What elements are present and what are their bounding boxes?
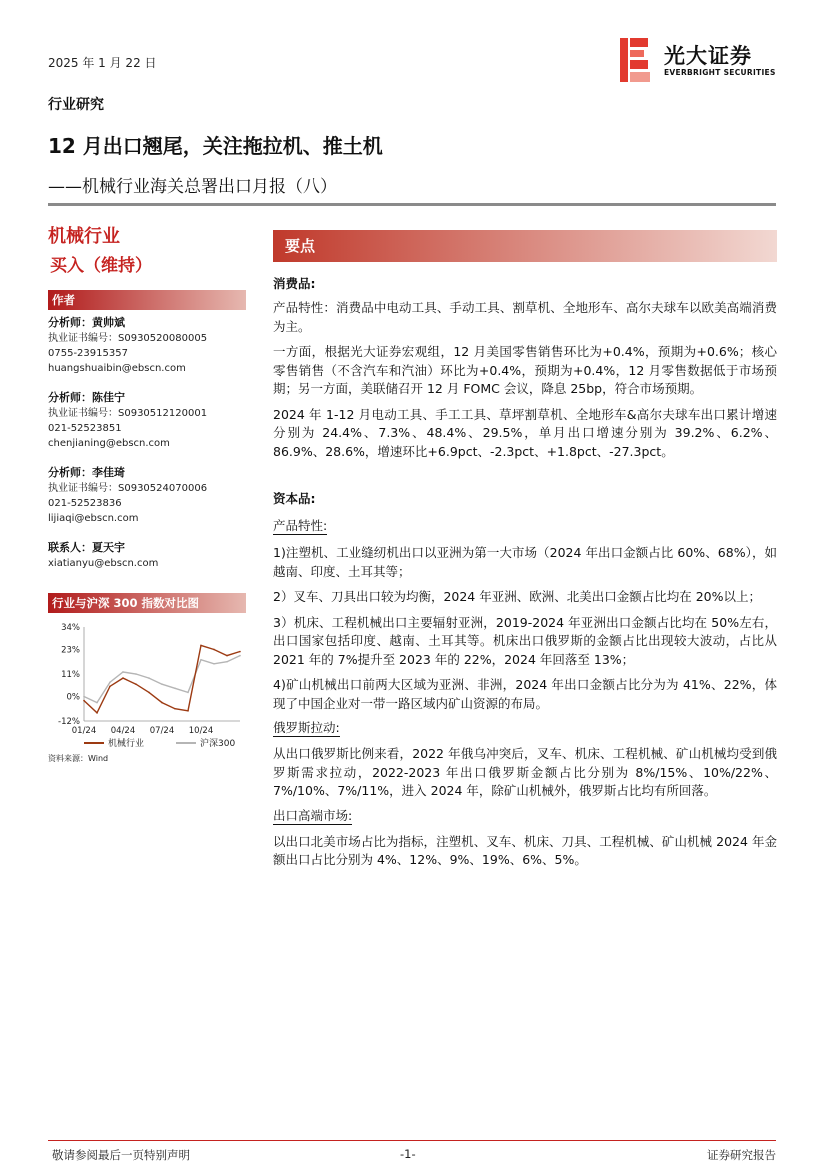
data-point (109, 681, 111, 683)
logo-mark-icon (618, 36, 654, 84)
industry-name: 机械行业 (48, 226, 120, 247)
chart-svg (48, 613, 246, 753)
highend-paragraph: 以出口北美市场占比为指标，注塑机、叉车、机床、刀具、工程机械、矿山机械 2024 年金额出口占比分别为 4%、12%、9%、19%、6%、5%。 (273, 833, 777, 867)
y-tick-label: 23% (61, 645, 80, 656)
analyst-2 (48, 390, 246, 451)
main-content (273, 230, 777, 870)
analyst-cert: 执业证书编号：S0930520080005 (48, 333, 208, 344)
capital-sub-russia: 俄罗斯拉动: (273, 720, 340, 735)
footer-report-type: 证券研究报告 (707, 1148, 776, 1162)
legend-label: 沪深300 (200, 739, 236, 749)
analyst-cert: 执业证书编号：S0930512120001 (48, 408, 208, 419)
consumer-paragraph-2: 一方面，根据光大证券宏观组，12 月美国零售销售环比为+0.4%，预期为+0.6%；核心零售销售（不含汽车和汽油）环比为+0.4%，预期为+0.4%，12 月零售数据低于市场预期；另一方面，美联储召开 12 月 FOMC 会议，降息 25bp，符合市场预期。 (273, 344, 777, 396)
data-point (122, 671, 124, 673)
page-number: -1- (400, 1147, 416, 1161)
rating: 买入（维持） (50, 256, 152, 276)
x-tick-label: 04/24 (110, 726, 136, 736)
footer-divider (48, 1140, 776, 1141)
capital-heading: 资本品: (273, 491, 316, 506)
index-comparison-chart (48, 613, 246, 753)
data-point (148, 677, 150, 679)
data-point (135, 683, 137, 685)
data-point (161, 683, 163, 685)
data-point (187, 692, 189, 694)
report-date: 2025 年 1 月 22 日 (48, 56, 157, 70)
y-tick-label: -12% (58, 717, 80, 727)
data-point (174, 688, 176, 690)
data-point (226, 655, 228, 657)
contact-name: 联系人：夏天宇 (48, 541, 125, 554)
analyst-name: 分析师：李佳琦 (48, 466, 125, 479)
analyst-cert: 执业证书编号：S0930524070006 (48, 483, 208, 494)
data-point (239, 651, 241, 653)
contact-person (48, 540, 246, 571)
analyst-phone: 0755-23915357 (48, 348, 128, 359)
data-point (187, 710, 189, 712)
report-subtitle: ——机械行业海关总署出口月报（八） (48, 177, 337, 197)
capital-item-2: 2）叉车、刀具出口较为均衡，2024 年亚洲、欧洲、北美出口金额占比均在 20%以上； (273, 589, 761, 604)
data-point (200, 659, 202, 661)
data-point (83, 696, 85, 698)
key-points-label: 要点 (273, 230, 777, 262)
analyst-3 (48, 465, 246, 526)
analyst-email[interactable]: lijiaqi@ebscn.com (48, 513, 139, 524)
data-point (96, 712, 98, 714)
analyst-1 (48, 315, 246, 376)
data-point (213, 649, 215, 651)
capital-item-4: 4)矿山机械出口前两大区域为亚洲、非洲，2024 年出口金额占比分为为 41%、22%，体现了中国企业对一带一路区域内矿山资源的布局。 (273, 677, 777, 711)
data-point (200, 645, 202, 647)
data-point (148, 692, 150, 694)
analyst-name: 分析师：黄帅斌 (48, 316, 125, 329)
analyst-email[interactable]: huangshuaibin@ebscn.com (48, 363, 186, 374)
capital-sub-highend: 出口高端市场: (273, 807, 353, 823)
capital-sub-product: 产品特性: (273, 518, 328, 533)
data-point (213, 663, 215, 665)
data-point (83, 700, 85, 702)
data-point (174, 708, 176, 710)
x-tick-label: 01/24 (71, 726, 97, 736)
chart-source: 资料来源：Wind (48, 754, 109, 763)
sidebar (48, 222, 246, 764)
company-logo (618, 36, 788, 84)
data-point (239, 655, 241, 657)
logo-name-en: EVERBRIGHT SECURITIES (664, 68, 776, 77)
data-point (109, 685, 111, 687)
footer-disclaimer[interactable]: 敬请参阅最后一页特别声明 (52, 1148, 190, 1162)
data-point (161, 702, 163, 704)
report-category: 行业研究 (48, 97, 104, 113)
consumer-heading: 消费品: (273, 276, 316, 291)
russia-paragraph: 从出口俄罗斯比例来看，2022 年俄乌冲突后，叉车、机床、工程机械、矿山机械均受到俄罗斯需求拉动，2022-2023 年出口俄罗斯金额占比分别为 8%/15%、10%/22%、7%/10%、7%/11%，进入 2024 年，除矿山机械外，俄罗斯占比均有所回落。 (273, 746, 777, 798)
x-tick-label: 07/24 (149, 726, 175, 736)
data-point (122, 677, 124, 679)
y-tick-label: 0% (66, 692, 80, 703)
consumer-paragraph-1: 产品特性：消费品中电动工具、手动工具、割草机、全地形车、高尔夫球车以欧美高端消费为主。 (273, 300, 777, 334)
analyst-phone: 021-52523836 (48, 498, 122, 509)
data-point (226, 661, 228, 663)
header-divider (48, 203, 776, 206)
contact-email[interactable]: xiatianyu@ebscn.com (48, 558, 159, 569)
capital-item-1: 1)注塑机、工业缝纫机出口以亚洲为第一大市场（2024 年出口金额占比 60%、68%），如越南、印度、土耳其等； (273, 545, 777, 579)
data-point (96, 702, 98, 704)
analyst-name: 分析师：陈佳宁 (48, 391, 125, 404)
logo-name: 光大证券 (664, 44, 752, 68)
consumer-paragraph-3: 2024 年 1-12 月电动工具、手工工具、草坪割草机、全地形车&高尔夫球车出口累计增速分别为 24.4%、7.3%、48.4%、29.5%，单月出口增速分别为 39.2%、6.2%、86.9%、28.6%，增速环比+6.9pct、-2.3pct、+1.8pct、-27.3pct。 (273, 406, 777, 459)
analyst-email[interactable]: chenjianing@ebscn.com (48, 438, 170, 449)
y-tick-label: 11% (61, 670, 80, 680)
authors-label: 作者 (48, 290, 246, 310)
x-tick-label: 10/24 (188, 726, 214, 736)
data-point (135, 673, 137, 675)
report-title: 12 月出口翘尾，关注拖拉机、推土机 (48, 134, 383, 158)
legend-label: 机械行业 (108, 739, 145, 749)
chart-label: 行业与沪深 300 指数对比图 (48, 593, 246, 613)
capital-item-3: 3）机床、工程机械出口主要辐射亚洲，2019-2024 年亚洲出口金额占比均在 50%左右，出口国家包括印度、越南、土耳其等。机床出口俄罗斯的金额占比出现较大波动，占比从 2021 年的 7%提升至 2023 年的 22%，2024 年回落至 13%； (273, 614, 777, 667)
series-line (84, 656, 240, 703)
analyst-phone: 021-52523851 (48, 423, 122, 434)
y-tick-label: 34% (61, 623, 80, 633)
